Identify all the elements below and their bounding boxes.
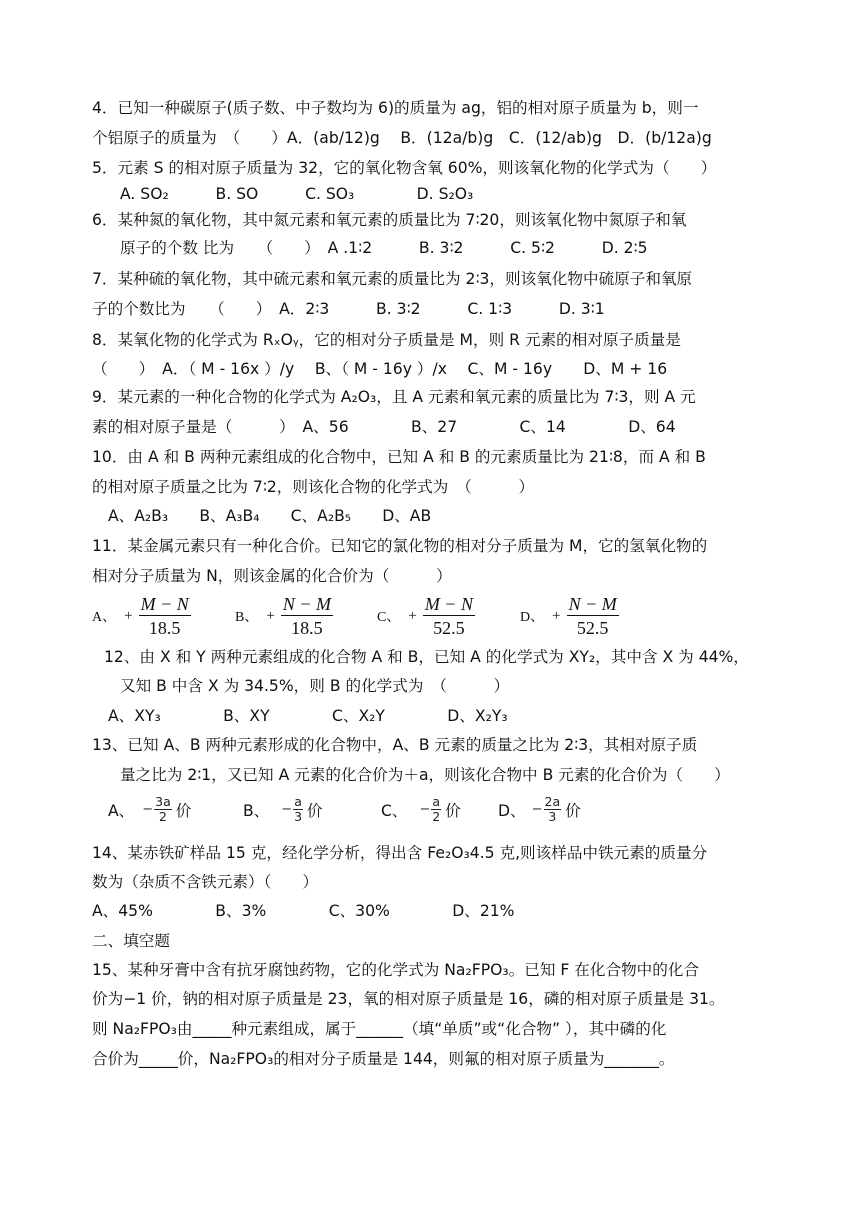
question-4-line-1: 4．已知一种碳原子(质子数、中子数均为 6)的质量为 ag，铝的相对原子质量为 b，则一 [92, 99, 699, 117]
option-label: D、 [498, 801, 526, 820]
valence-unit: 价 [306, 801, 323, 820]
fraction-numerator: 3a [155, 794, 171, 809]
question-14-line-1: 14、某赤铁矿样品 15 克，经化学分析，得出含 Fe₂O₃4.5 克,则该样品中铁元素的质量分 [92, 844, 708, 862]
negative-sign: − [419, 802, 431, 817]
fraction [293, 796, 303, 823]
valence-unit: 价 [175, 801, 192, 820]
valence-unit: 价 [565, 801, 581, 820]
question-13-option-b [243, 796, 322, 823]
question-13-line-1: 13、已知 A、B 两种元素形成的化合物中，A、B 元素的质量之比为 2∶3，其相对原子质 [92, 736, 698, 754]
question-12-options: A、XY₃ B、XY C、X₂Y D、X₂Y₃ [108, 707, 508, 725]
fraction [544, 796, 562, 823]
question-11-line-1: 11．某金属元素只有一种化合价。已知它的氯化物的相对分子质量为 M，它的氢氧化物的 [92, 537, 708, 555]
fraction-denominator: 18.5 [148, 618, 181, 638]
question-10-line-1: 10．由 A 和 B 两种元素组成的化合物中，已知 A 和 B 的元素质量比为 21∶8，而 A 和 B [92, 448, 706, 466]
fraction [431, 796, 441, 823]
question-6-line-2: 原子的个数 比为 （ ） A .1∶2 B. 3∶2 C. 5∶2 D. 2∶5 [120, 239, 648, 257]
fraction [423, 594, 475, 638]
option-label: B、 [235, 610, 259, 625]
option-sign: + [266, 607, 275, 624]
option-label: C、 [377, 610, 401, 625]
fraction-denominator: 52.5 [576, 618, 609, 638]
question-14-options: A、45% B、3% C、30% D、21% [92, 902, 515, 920]
fraction-numerator: M − N [424, 594, 473, 614]
option-label: C、 [381, 801, 408, 820]
fraction [281, 594, 333, 638]
question-11-option-b [235, 594, 333, 638]
question-9-line-1: 9．某元素的一种化合物的化学式为 A₂O₃，且 A 元素和氧元素的质量比为 7∶3，则 A 元 [92, 388, 696, 406]
question-5-options: A. SO₂ B. SO C. SO₃ D. S₂O₃ [120, 185, 474, 203]
fraction-denominator: 52.5 [433, 618, 465, 638]
question-11-line-2: 相对分子质量为 N，则该金属的化合价为（ ） [92, 567, 452, 585]
question-15-line-2: 价为−1 价，钠的相对原子质量是 23，氧的相对原子质量是 16，磷的相对原子质量是 31。 [92, 990, 725, 1008]
negative-sign: − [531, 802, 543, 817]
question-4-line-2: 个铝原子的质量为 （ ）A．(ab/12)g B．(12a/b)g C．(12/ab)g D．(b/12a)g [92, 129, 712, 147]
option-label: D、 [520, 610, 545, 625]
option-sign: + [552, 607, 561, 624]
question-11-option-a [92, 594, 191, 638]
question-8-line-2: （ ） A．（ M - 16x ）/y B、（ M - 16y ）/x C、M - 16y D、M + 16 [92, 360, 668, 378]
fraction-denominator: 2 [432, 809, 441, 824]
question-10-options: A、A₂B₃ B、A₃B₄ C、A₂B₅ D、AB [108, 507, 432, 525]
fraction-numerator: M − N [140, 594, 189, 614]
fraction-numerator: 2a [544, 794, 561, 809]
question-13-line-2: 量之比为 2∶1，又已知 A 元素的化合价为＋a，则该化合物中 B 元素的化合价为（ ） [120, 766, 730, 784]
question-7-line-2: 子的个数比为 （ ） A．2∶3 B. 3∶2 C. 1∶3 D. 3∶1 [92, 300, 605, 318]
question-13-option-a [108, 796, 191, 823]
question-12-line-1: 12、由 X 和 Y 两种元素组成的化合物 A 和 B，已知 A 的化学式为 XY₂，其中含 X 为 44%， [104, 648, 749, 666]
question-11-option-c [377, 594, 475, 638]
question-7-line-1: 7．某种硫的氧化物，其中硫元素和氧元素的质量比为 2∶3，则该氧化物中硫原子和氧原 [92, 270, 693, 288]
option-label: A、 [108, 801, 135, 820]
negative-sign: − [142, 802, 154, 817]
valence-unit: 价 [445, 801, 461, 820]
question-5-line-1: 5．元素 S 的相对原子质量为 32，它的氧化物含氧 60%，则该氧化物的化学式为（ ） [92, 159, 717, 177]
question-12-line-2: 又知 B 中含 X 为 34.5%，则 B 的化学式为 （ ） [120, 677, 510, 695]
question-6-line-1: 6．某种氮的氧化物，其中氮元素和氧元素的质量比为 7∶20，则该氧化物中氮原子和氧 [92, 211, 687, 229]
fraction [567, 594, 619, 638]
question-13-option-c [381, 796, 461, 823]
fraction-numerator: a [294, 794, 302, 809]
negative-sign: − [281, 802, 293, 817]
question-15-line-4: 合价为_____价，Na₂FPO₃的相对分子质量是 144，则氟的相对原子质量为_______。 [92, 1050, 675, 1068]
question-10-line-2: 的相对原子质量之比为 7∶2，则该化合物的化学式为 （ ） [92, 478, 535, 496]
fraction-numerator: N − M [568, 594, 617, 614]
fraction-numerator: N − M [282, 594, 331, 614]
question-15-line-3: 则 Na₂FPO₃由_____种元素组成，属于______（填“单质”或“化合物” ），其中磷的化 [92, 1020, 667, 1038]
question-15-line-1: 15、某种牙膏中含有抗牙腐蚀药物，它的化学式为 Na₂FPO₃。已知 F 在化合物中的化合 [92, 961, 700, 979]
fraction-denominator: 18.5 [291, 618, 323, 638]
option-label: B、 [243, 801, 270, 820]
fraction-denominator: 2 [159, 809, 167, 824]
question-13-option-d [498, 796, 581, 823]
fraction-denominator: 3 [548, 809, 557, 824]
option-sign: + [408, 607, 417, 624]
question-9-line-2: 素的相对原子量是（ ） A、56 B、27 C、14 D、64 [92, 418, 676, 436]
option-sign: + [124, 607, 133, 624]
question-8-line-1: 8．某氧化物的化学式为 RₓOᵧ，它的相对分子质量是 M，则 R 元素的相对原子质量是 [92, 331, 681, 349]
option-label: A、 [92, 610, 117, 625]
question-14-line-2: 数为（杂质不含铁元素）（ ） [92, 873, 319, 891]
fraction [139, 594, 191, 638]
fraction [154, 796, 172, 823]
section-heading-fill-in: 二、填空题 [92, 932, 170, 950]
question-11-option-d [520, 594, 619, 638]
fraction-numerator: a [432, 794, 441, 809]
fraction-denominator: 3 [294, 809, 303, 824]
